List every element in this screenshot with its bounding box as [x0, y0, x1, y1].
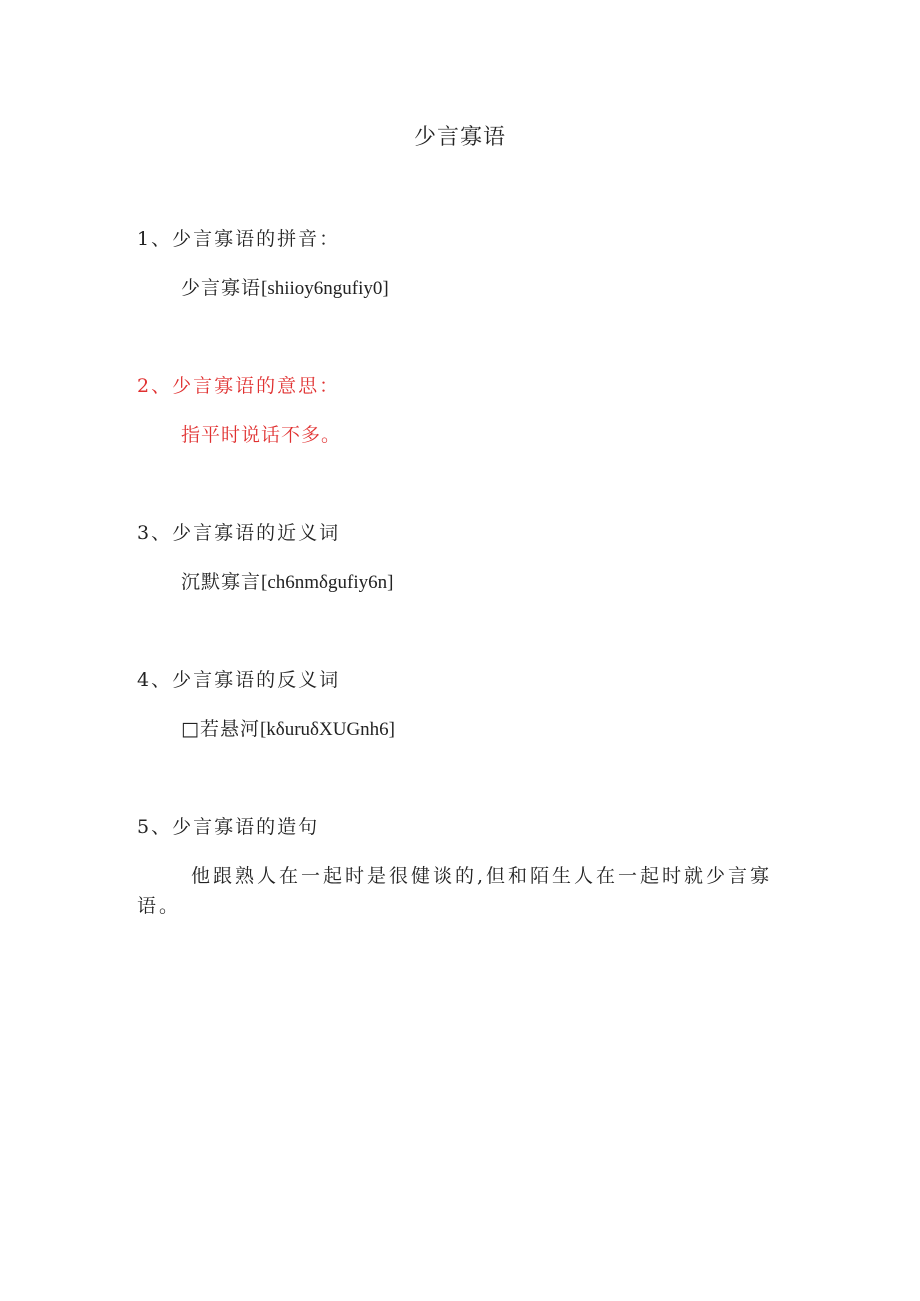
section-2-content [181, 421, 341, 449]
section-4-content [181, 715, 395, 744]
section-2-content-text: 指平时说话不多。 [181, 424, 342, 446]
section-5-heading: 5、少言寡语的造句 [137, 816, 320, 838]
section-5-sentence: 他跟熟人在一起时是很健谈的,但和陌生人在一起时就少言寡语。 [137, 865, 773, 917]
section-4-content-text: □若悬河 [181, 718, 260, 740]
section-1-heading: 1、少言寡语的拼音： [137, 228, 341, 250]
section-1-content-text: 少言寡语 [181, 277, 262, 299]
section-1-content [181, 274, 389, 303]
section-1-pinyin: [shiioy6ngufiy0] [261, 278, 389, 299]
section-3-pinyin: [ch6nmδgufiy6n] [261, 572, 394, 593]
section-2-heading: 2、少言寡语的意思： [137, 375, 341, 397]
page-title: 少言寡语 [413, 125, 506, 150]
section-3-content-text: 沉默寡言 [181, 571, 262, 593]
section-4-heading: 4、少言寡语的反义词 [137, 669, 341, 691]
section-4-pinyin: [kδuruδXUGnh6] [259, 719, 396, 740]
section-3-heading: 3、少言寡语的近义词 [137, 522, 341, 544]
section-3-content [181, 568, 393, 597]
